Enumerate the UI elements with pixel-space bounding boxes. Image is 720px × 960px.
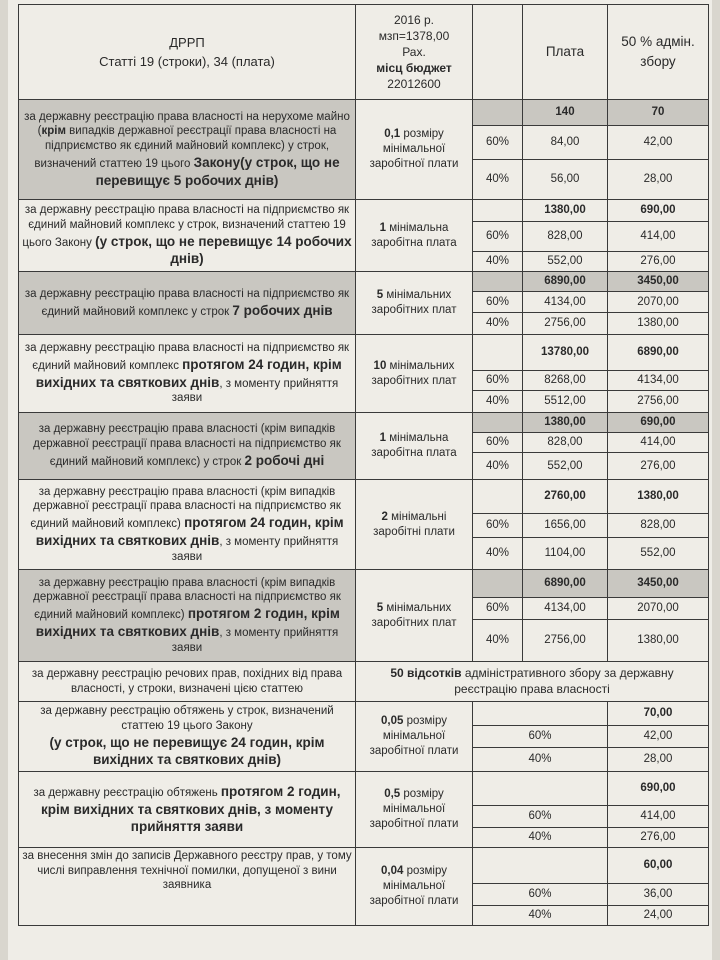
pct-60: 60% — [473, 292, 523, 313]
desc-bold: 7 робочих днів — [232, 302, 333, 318]
pct-40: 40% — [473, 160, 523, 200]
pct-60: 60% — [473, 222, 523, 252]
rate-basis — [356, 100, 473, 200]
desc-text: за державну реєстрацію права власності на підприємство як єдиний майновий комплекс — [24, 342, 350, 372]
fee-40: 276,00 — [608, 828, 709, 848]
row-description — [19, 272, 356, 335]
basis-bold: 0,5 — [384, 788, 401, 801]
pct-60: 60% — [473, 433, 523, 453]
basis-text: мінімальна заробітна плата — [371, 221, 457, 249]
basis-text: розміру мінімальної заробітної плати — [369, 865, 459, 907]
basis-bold: 0,05 — [381, 715, 404, 728]
total-admin: 3450,00 — [608, 272, 709, 292]
fee-60: 84,00 — [523, 126, 608, 160]
table-row — [19, 480, 709, 514]
row-description — [19, 200, 356, 272]
fee-40: 5512,00 — [523, 391, 608, 413]
basis-bold: 0,1 — [384, 128, 401, 141]
pct-cell — [473, 702, 608, 726]
total-admin: 3450,00 — [608, 570, 709, 598]
desc-bold: протягом 24 годин, крім вихідних та святкових днів — [35, 356, 342, 390]
admin-60: 414,00 — [608, 433, 709, 453]
basis-bold: 5 — [376, 289, 384, 302]
desc-text: за державну реєстрацію обтяжень у строк, визначений статтею 19 цього Закону — [40, 705, 334, 732]
header-admin-label: 50 % адмін. збору — [621, 33, 695, 69]
pct-cell — [473, 848, 608, 884]
admin-40: 1380,00 — [608, 620, 709, 662]
pct-cell — [473, 480, 523, 514]
basis-bold: 1 — [379, 432, 387, 445]
table-row — [19, 272, 709, 292]
header-fee-cell — [523, 5, 608, 100]
total-fee: 6890,00 — [523, 272, 608, 292]
pct-40: 40% — [473, 828, 608, 848]
fee-60: 4134,00 — [523, 292, 608, 313]
admin-40: 276,00 — [608, 252, 709, 272]
admin-40: 276,00 — [608, 453, 709, 480]
rate-basis — [356, 570, 473, 662]
header-title: ДРРП — [169, 34, 205, 50]
total-fee: 13780,00 — [523, 335, 608, 371]
total-fee: 140 — [523, 100, 608, 126]
rate-basis — [356, 272, 473, 335]
basis-text: мінімальних заробітних плат — [371, 601, 457, 629]
fee-40: 1104,00 — [523, 538, 608, 570]
fee-40: 2756,00 — [523, 313, 608, 335]
pct-60: 60% — [473, 371, 523, 391]
fee-40: 552,00 — [523, 453, 608, 480]
row-description — [19, 662, 356, 702]
table-row — [19, 335, 709, 371]
pct-40: 40% — [473, 748, 608, 772]
pct-40: 40% — [473, 252, 523, 272]
basis-bold: 2 — [381, 510, 388, 523]
table-row — [19, 702, 709, 726]
header-budget-label: місц бюджет — [376, 61, 452, 76]
desc-text: , з моменту прийняття заяви — [171, 377, 339, 405]
basis-text: розміру мінімальної заробітної плати — [369, 788, 459, 830]
admin-60: 414,00 — [608, 222, 709, 252]
desc-bold: (у строк, що не перевищує 24 годин, крім вихідних та святкових днів) — [49, 734, 325, 768]
header-admin-cell — [608, 5, 709, 100]
basis-bold: 0,04 — [381, 865, 404, 878]
rate-basis — [356, 848, 473, 926]
rate-basis — [356, 413, 473, 480]
header-year: 2016 р. — [393, 12, 435, 27]
pct-40: 40% — [473, 391, 523, 413]
admin-60: 828,00 — [608, 514, 709, 538]
total-fee: 1380,00 — [523, 200, 608, 222]
admin-40: 1380,00 — [608, 313, 709, 335]
basis-text: мінімальні заробітні плати — [373, 510, 455, 538]
row-description — [19, 480, 356, 570]
header-budget-code: 22012600 — [387, 77, 441, 92]
rate-basis — [356, 772, 473, 848]
total-fee: 1380,00 — [523, 413, 608, 433]
desc-text: , з моменту прийняття заяви — [171, 626, 339, 654]
row-description — [19, 848, 356, 926]
table-row — [19, 413, 709, 433]
document-sheet — [8, 0, 712, 960]
note-text: адміністративного збору за державну реєстрацію права власності — [454, 666, 674, 696]
header-title-cell — [19, 5, 356, 100]
desc-text: за державну реєстрацію права власності (крім випадків державної реєстрації права власності на підприємство як єдиний майновий комплекс) — [33, 576, 341, 622]
desc-bold: 2 робочі дні — [244, 452, 325, 468]
basis-text: розміру мінімальної заробітної плати — [369, 715, 459, 757]
basis-bold: 5 — [376, 601, 384, 614]
total-admin: 1380,00 — [608, 480, 709, 514]
pct-cell — [473, 272, 523, 292]
desc-text: за державну реєстрацію права власності (крім випадків державної реєстрації права власності на підприємство як єдиний майновий комплекс) у строк — [33, 423, 341, 468]
note-bold: 50 відсотків — [390, 666, 462, 681]
admin-40: 2756,00 — [608, 391, 709, 413]
fee-40: 552,00 — [523, 252, 608, 272]
total-fee: 70,00 — [608, 702, 709, 726]
admin-60: 2070,00 — [608, 292, 709, 313]
fee-60: 4134,00 — [523, 598, 608, 620]
fee-60: 8268,00 — [523, 371, 608, 391]
admin-60: 2070,00 — [608, 598, 709, 620]
pct-60: 60% — [473, 806, 608, 828]
derived-note — [356, 662, 709, 702]
basis-text: мінімальна заробітна плата — [371, 432, 457, 459]
total-admin: 6890,00 — [608, 335, 709, 371]
row-description — [19, 100, 356, 200]
basis-bold: 10 — [373, 359, 387, 372]
desc-bold: протягом 2 годин, крім вихідних та святкових днів, з моменту прийняття заяви — [40, 783, 341, 835]
desc-bold: крім — [41, 125, 66, 138]
fee-40: 28,00 — [608, 748, 709, 772]
header-pct-cell — [473, 5, 523, 100]
header-fee-label: Плата — [545, 43, 585, 59]
desc-bold: протягом 24 годин, крім вихідних та святкових днів — [35, 515, 344, 548]
total-fee: 690,00 — [608, 772, 709, 806]
table-row — [19, 662, 709, 702]
total-fee: 2760,00 — [523, 480, 608, 514]
rate-basis — [356, 200, 473, 272]
row-description — [19, 570, 356, 662]
fee-60: 42,00 — [608, 726, 709, 748]
table-row — [19, 200, 709, 222]
fee-60: 828,00 — [523, 222, 608, 252]
pct-cell — [473, 200, 523, 222]
fee-60: 1656,00 — [523, 514, 608, 538]
row-description — [19, 702, 356, 772]
desc-text: за державну реєстрацію права власності на підприємство як єдиний майновий комплекс у строк, визначений статтею 19 цього Закону — [22, 204, 350, 249]
desc-text: за державну реєстрацію обтяжень — [33, 786, 221, 799]
admin-40: 552,00 — [608, 538, 709, 570]
table-row — [19, 848, 709, 884]
total-admin: 690,00 — [608, 200, 709, 222]
desc-text: за державну реєстрацію права власності на нерухоме майно ( — [24, 110, 350, 138]
header-min-wage: мзп=1378,00 — [378, 28, 450, 43]
desc-text: випадків державної реєстрації права власності на підприємство як єдиний майновий комплекс) у строк, визначений статтею 19 цього — [34, 125, 337, 170]
admin-40: 28,00 — [608, 160, 709, 200]
desc-text: за державну реєстрацію речових прав, похідних від права власності, у строки, визначені цією статтею — [31, 667, 343, 695]
admin-60: 42,00 — [608, 126, 709, 160]
pct-40: 40% — [473, 906, 608, 926]
row-description — [19, 772, 356, 848]
total-admin: 690,00 — [608, 413, 709, 433]
table-row — [19, 100, 709, 126]
desc-text: за внесення змін до записів Державного реєстру прав, у тому числі виправлення технічної помилки, допущеної з вини заявника — [22, 850, 352, 892]
pct-40: 40% — [473, 538, 523, 570]
pct-60: 60% — [473, 884, 608, 906]
basis-bold: 1 — [379, 221, 387, 234]
pct-60: 60% — [473, 726, 608, 748]
total-fee: 60,00 — [608, 848, 709, 884]
desc-bold: (у строк, що не перевищує 5 робочих днів) — [95, 154, 340, 188]
pct-60: 60% — [473, 598, 523, 620]
admin-60: 4134,00 — [608, 371, 709, 391]
pct-40: 40% — [473, 453, 523, 480]
pct-cell — [473, 570, 523, 598]
table-row — [19, 570, 709, 598]
fee-60: 414,00 — [608, 806, 709, 828]
pct-cell — [473, 772, 608, 806]
total-fee: 6890,00 — [523, 570, 608, 598]
table-row — [19, 772, 709, 806]
header-basis-cell — [356, 5, 473, 100]
basis-text: мінімальних заробітних плат — [371, 359, 457, 387]
pct-60: 60% — [473, 126, 523, 160]
row-description — [19, 335, 356, 413]
total-admin: 70 — [608, 100, 709, 126]
desc-bold: (у строк, що не перевищує 14 робочих днів) — [95, 233, 352, 267]
row-description — [19, 413, 356, 480]
pct-40: 40% — [473, 313, 523, 335]
pct-40: 40% — [473, 620, 523, 662]
header-account-label: Рах. — [402, 44, 426, 59]
header-subtitle: Статті 19 (строки), 34 (плата) — [99, 54, 275, 69]
desc-text: за державну реєстрацію права власності на підприємство як єдиний майновий комплекс у строк — [24, 287, 350, 318]
basis-text: розміру мінімальної заробітної плати — [369, 128, 459, 170]
desc-bold: протягом 2 годин, крім вихідних та святкових днів — [35, 606, 340, 639]
rate-basis — [356, 480, 473, 570]
fee-40: 56,00 — [523, 160, 608, 200]
desc-bold: Закону — [193, 154, 241, 170]
rate-basis — [356, 335, 473, 413]
desc-text: за державну реєстрацію права власності (крім випадків державної реєстрації права власності на підприємство як єдиний майновий комплекс) — [30, 485, 341, 531]
fee-40: 24,00 — [608, 906, 709, 926]
fee-40: 2756,00 — [523, 620, 608, 662]
pct-cell — [473, 100, 523, 126]
basis-text: мінімальних заробітних плат — [371, 289, 457, 316]
pct-cell — [473, 413, 523, 433]
fee-60: 828,00 — [523, 433, 608, 453]
desc-text: , з моменту прийняття заяви — [171, 535, 339, 563]
table-header — [19, 5, 709, 100]
rate-basis — [356, 702, 473, 772]
fee-table — [18, 4, 709, 926]
fee-60: 36,00 — [608, 884, 709, 906]
pct-60: 60% — [473, 514, 523, 538]
pct-cell — [473, 335, 523, 371]
